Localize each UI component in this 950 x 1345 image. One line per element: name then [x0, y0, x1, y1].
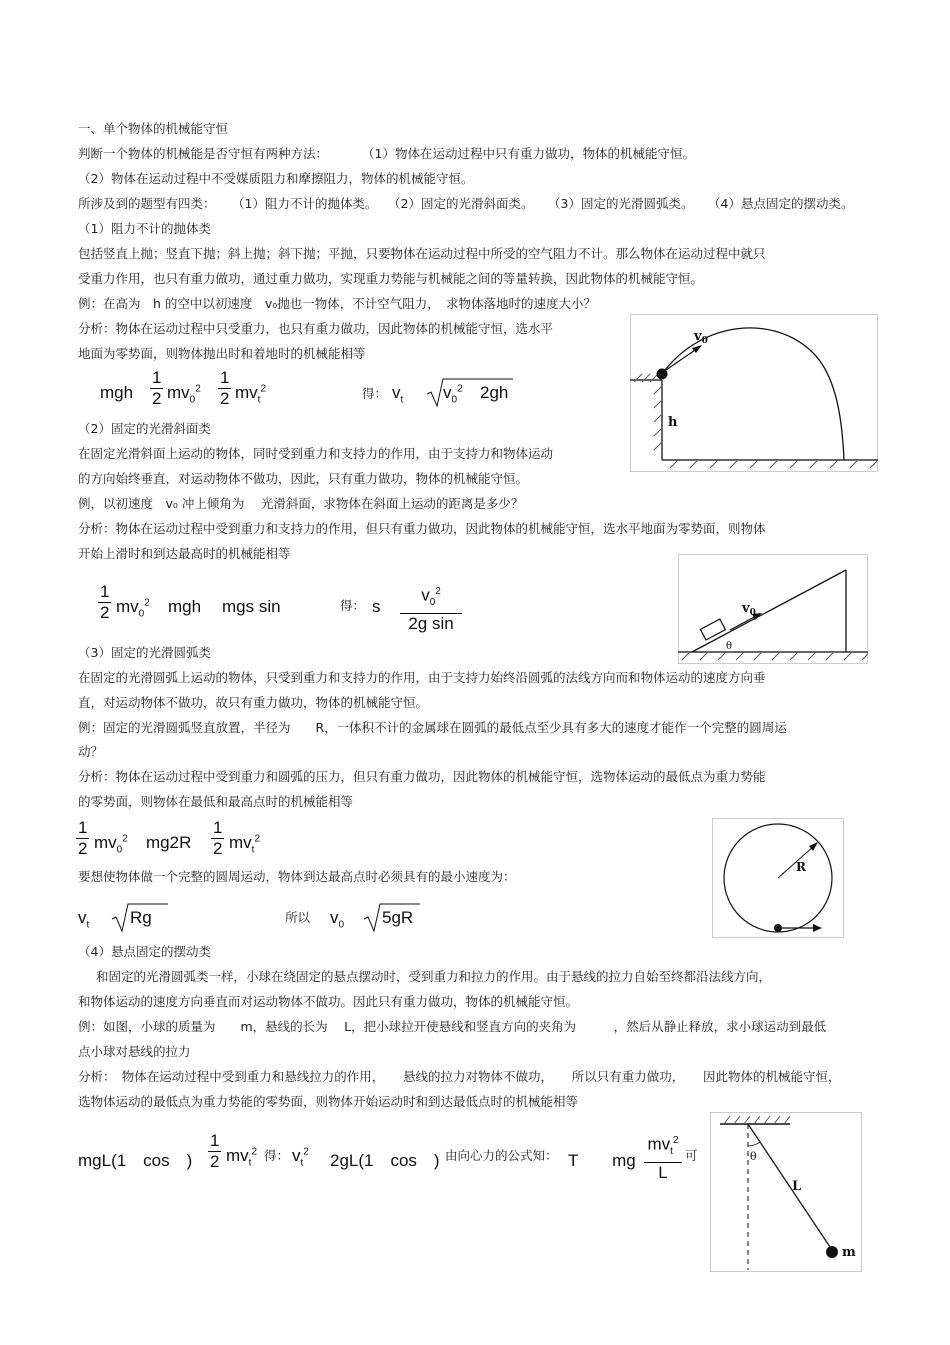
- part4-body-line1: 和固定的光滑圆弧类一样，小球在绕固定的悬点摆动时，受到重力和拉力的作用。由于悬线的拉力自始至终都沿法线方向，: [96, 969, 772, 984]
- fig4-L-label: L: [792, 1179, 802, 1194]
- projectile-figure: [630, 314, 878, 472]
- fig1-v0-label: $v_0$: [694, 329, 708, 346]
- part1-eq-left: mgh: [100, 383, 134, 402]
- part1-heading: （1）阻力不计的抛体类: [78, 221, 211, 236]
- part1-eq-mvt: $mv_t^2$: [235, 383, 267, 406]
- part3-eq-half1: $\frac{1}{2}$: [78, 818, 88, 858]
- part2-analysis-line1: 分析：物体在运动过程中受到重力和支持力的作用，但只有重力做功，因此物体的机械能守恒，选水平地面为零势面，则物体: [78, 521, 766, 536]
- part2-result-s: s: [372, 597, 381, 616]
- part4-example-line2: 点小球对悬线的拉力: [78, 1044, 191, 1059]
- part2-result-frac: $\frac{v_0^2}{\text{2g sin}}$: [400, 582, 462, 634]
- part4-analysis-line2: 选物体运动的最低点为重力势能的零势面，则物体开始运动时和到达最低点时的机械能相等: [78, 1094, 579, 1109]
- part3-vt: $v_t$: [78, 908, 90, 931]
- part3-body-line2: 直，对运动物体不做功，故只有重力做功，物体的机械能守恒。: [78, 695, 429, 710]
- part3-analysis-line2: 的零势面，则物体在最低和最高点时的机械能相等: [78, 794, 354, 809]
- part3-heading: （3）固定的光滑圆弧类: [78, 645, 211, 660]
- part3-eq-half2: $\frac{1}{2}$: [213, 818, 223, 858]
- part3-analysis-line1: 分析：物体在运动过程中受到重力和圆弧的压力，但只有重力做功，因此物体的机械能守恒，选物体运动的最低点为重力势能: [78, 769, 766, 784]
- part1-body-line2: 受重力作用，也只有重力做功，通过重力做功，实现重力势能与机械能之间的等量转换，因此物体的机械能守恒。: [78, 271, 704, 286]
- types-c: （2）固定的光滑斜面类。: [388, 196, 534, 211]
- part2-body-line1: 在固定光滑斜面上运动的物体，同时受到重力和支持力的作用，由于支持力和物体运动: [78, 446, 554, 461]
- types-e: （4）悬点固定的摆动类。: [708, 196, 854, 211]
- part4-analysis-line1: 分析： 物体在运动过程中受到重力和悬线拉力的作用， 悬线的拉力对物体不做功， 所以只有重力做功， 因此物体的机械能守恒，: [78, 1069, 841, 1084]
- part2-result-label: 得：: [340, 598, 366, 613]
- fig4-m-label: m: [842, 1245, 856, 1260]
- fig3-R-label: R: [796, 860, 806, 874]
- part4-frac: $mv_t^2$ L: [644, 1131, 682, 1183]
- part4-heading: （4）悬点固定的摆动类: [78, 944, 211, 959]
- part2-eq-mv0: $mv_0^2$: [116, 597, 150, 620]
- part2-eq-mgh: mgh: [168, 597, 202, 616]
- circle-figure: [712, 818, 844, 938]
- part1-result-v0sq: $v_0^2$: [443, 383, 463, 406]
- part2-heading: （2）固定的光滑斜面类: [78, 421, 211, 436]
- types-a: 所涉及到的题型有四类：: [78, 196, 216, 211]
- part2-eq-half: $\frac{1}{2}$: [100, 582, 110, 622]
- part3-example-line1: 例：固定的光滑圆弧竖直放置，半径为 R，一体积不计的金属球在圆弧的最低点至少具有多大的速度才能作一个完整的圆周运: [78, 720, 787, 735]
- fig1-h-label: h: [668, 415, 678, 430]
- part4-body-line2: 和物体运动的速度方向垂直而对运动物体不做功。因此只有重力做功，物体的机械能守恒。: [78, 994, 579, 1009]
- part4-eq-right: 2gL(1 cos ): [330, 1151, 440, 1170]
- incline-figure: [678, 554, 868, 664]
- part3-eq-mg2r: mg2R: [146, 833, 192, 852]
- part4-get-label: 得：: [264, 1148, 290, 1163]
- part2-example: 例，以初速度 v₀ 冲上倾角为 光滑斜面，求物体在斜面上运动的距离是多少？: [78, 496, 524, 511]
- fig4-theta-label: θ: [750, 1150, 757, 1163]
- intro-line2: （2）物体在运动过程中不受媒质阻力和摩擦阻力，物体的机械能守恒。: [78, 171, 474, 186]
- part1-analysis-line1: 分析：物体在运动过程中只受重力，也只有重力做功，因此物体的机械能守恒，选水平: [78, 321, 554, 336]
- part3-eq-mv0: $mv_0^2$: [94, 833, 128, 856]
- pendulum-figure: [710, 1112, 862, 1272]
- part4-vt-sq: $v_t^2$: [292, 1146, 309, 1169]
- part1-eq-mv0: $mv_0^2$: [167, 383, 201, 406]
- intro-line1b: （1）物体在运动过程中只有重力做功，物体的机械能守恒。: [362, 146, 695, 161]
- part1-example: 例：在高为 h 的空中以初速度 v₀抛也一物体，不计空气阻力， 求物体落地时的速度大小？: [78, 296, 597, 311]
- part3-vt-root: Rg: [130, 908, 152, 927]
- part3-eq-mvt: $mv_t^2$: [229, 833, 261, 856]
- part4-example-line1: 例：如图，小球的质量为 m，悬线的长为 L，把小球拉开使悬线和竖直方向的夹角为 ，然后从静止释放，求小球运动到最低: [78, 1019, 827, 1034]
- fig2-theta-label: θ: [726, 641, 733, 652]
- part1-body-line1: 包括竖直上抛；竖直下抛；斜上抛；斜下抛；平抛，只要物体在运动过程中所受的空气阻力不计。那么物体在运动过程中就只: [78, 246, 766, 261]
- intro-line1a: 判断一个物体的机械能是否守恒有两种方法：: [78, 146, 329, 161]
- section-title: 一、单个物体的机械能守恒: [78, 121, 229, 136]
- part1-eq-half2: $\frac{1}{2}$: [220, 368, 230, 408]
- part4-centripetal-label: 由向心力的公式知：: [445, 1148, 558, 1163]
- part2-eq-mgs: mgs sin: [222, 597, 281, 616]
- part2-body-line2: 的方向始终垂直，对运动物体不做功，因此，只有重力做功，物体的机械能守恒。: [78, 471, 529, 486]
- part4-ke-label: 可: [685, 1148, 698, 1163]
- part3-v0-root: 5gR: [382, 908, 414, 927]
- part3-so-label: 所以: [285, 910, 311, 925]
- part3-example-line2: 动？: [78, 744, 104, 759]
- part3-body-line1: 在固定的光滑圆弧上运动的物体，只受到重力和支持力的作用，由于支持力始终沿圆弧的法线方向而和物体运动的速度方向垂: [78, 670, 766, 685]
- types-d: （3）固定的光滑圆弧类。: [548, 196, 694, 211]
- part1-eq-half1: $\frac{1}{2}$: [152, 368, 162, 408]
- part4-T-eq: T mg: [568, 1151, 636, 1170]
- fig2-v0-label: $v_0$: [742, 601, 756, 618]
- part4-eq-half: $\frac{1}{2}$: [210, 1131, 220, 1171]
- part1-analysis-line2: 地面为零势面，则物体抛出时和着地时的机械能相等: [78, 346, 366, 361]
- part2-analysis-line2: 开始上滑时和到达最高时的机械能相等: [78, 546, 291, 561]
- part4-eq-mvt: $mv_t^2$: [226, 1146, 258, 1169]
- types-b: （1）阻力不计的抛体类。: [232, 196, 378, 211]
- part3-min-speed-text: 要想使物体做一个完整的圆周运动，物体到达最高点时必须具有的最小速度为：: [78, 869, 516, 884]
- part4-eq-left: mgL(1 cos ): [78, 1151, 193, 1170]
- part1-result-vt: $v_t$: [392, 383, 404, 406]
- part1-result-label: 得：: [362, 386, 388, 401]
- part3-v0: $v_0$: [330, 908, 345, 931]
- part1-result-root: 2gh: [480, 383, 509, 402]
